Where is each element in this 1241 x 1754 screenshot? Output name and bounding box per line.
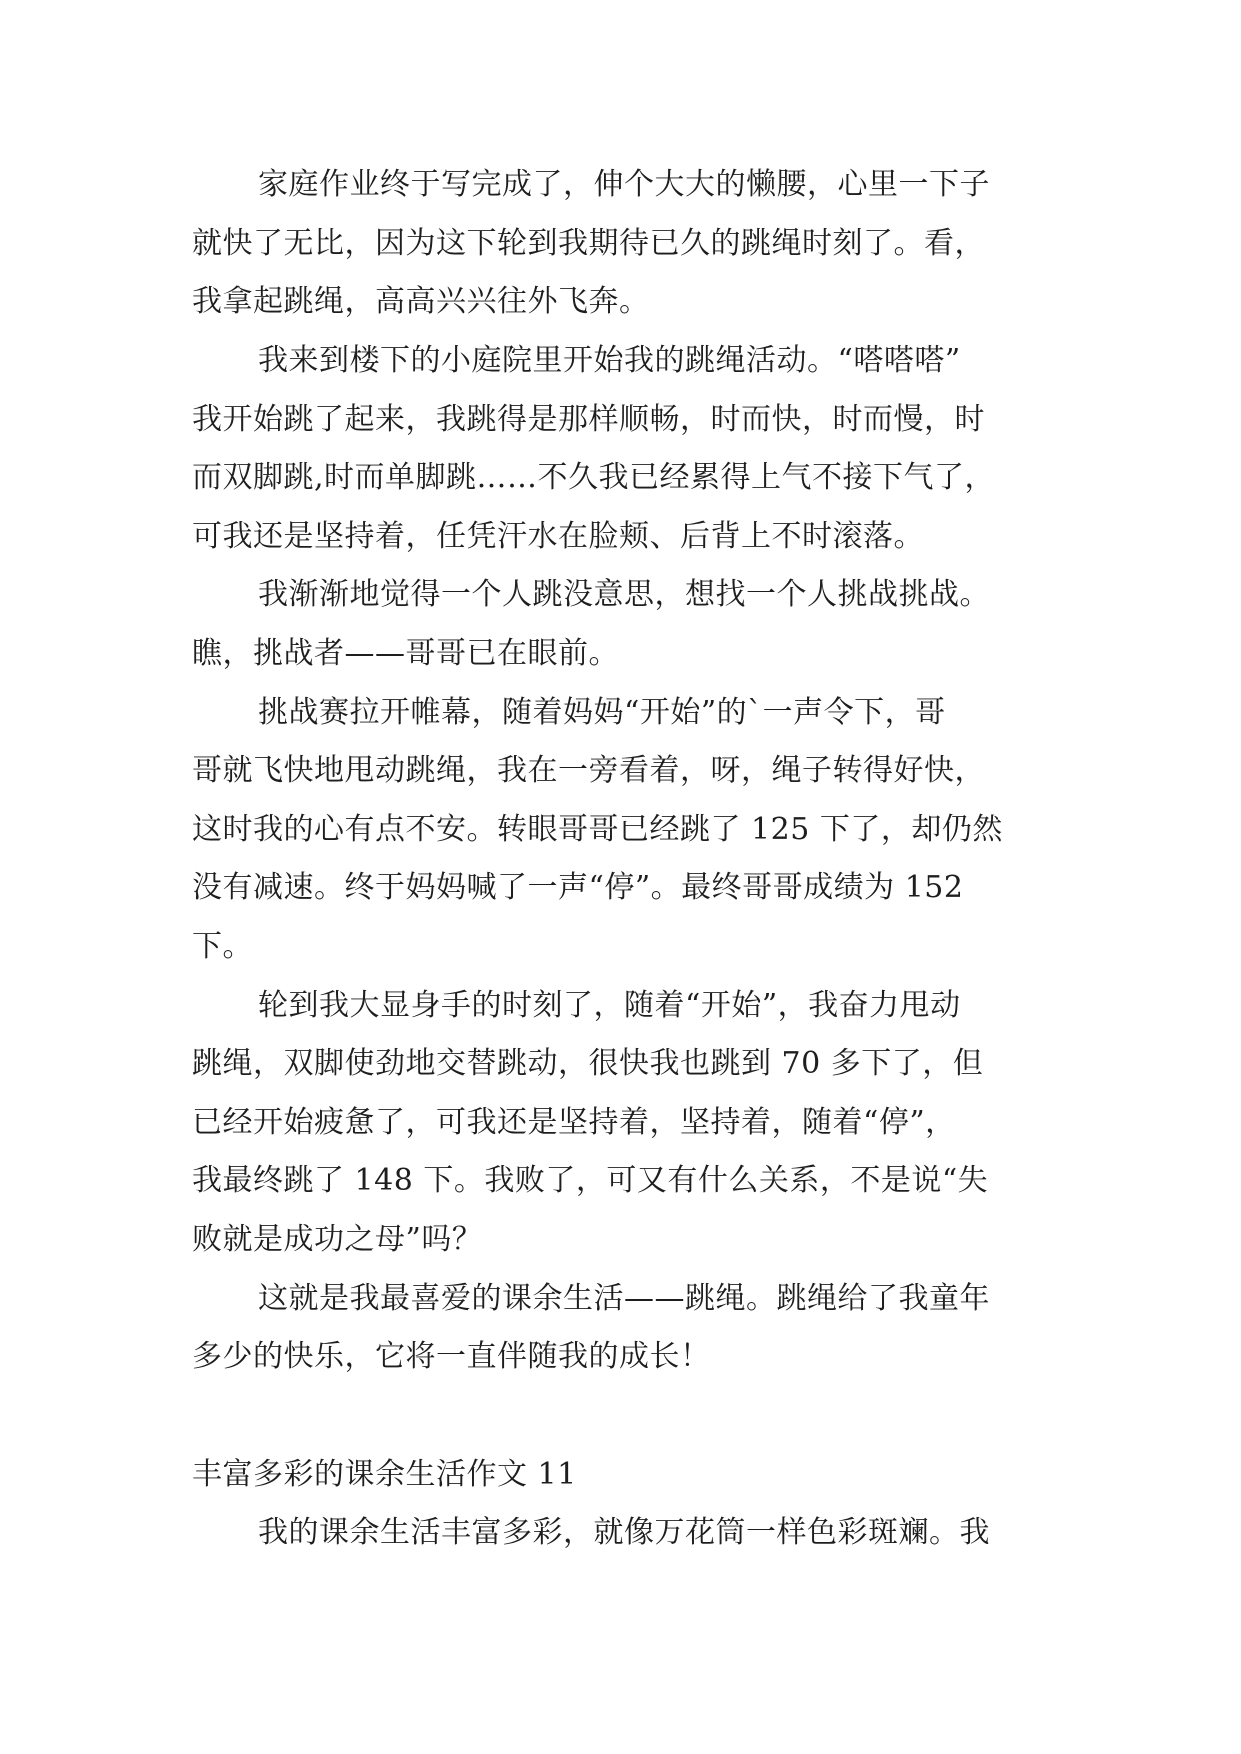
paragraph-2-line-2: 我开始跳了起来，我跳得是那样顺畅，时而快，时而慢，时 (192, 402, 985, 437)
paragraph-1-line-2: 就快了无比，因为这下轮到我期待已久的跳绳时刻了。看， (192, 226, 985, 261)
paragraph-7-line-1: 我的课余生活丰富多彩，就像万花筒一样色彩斑斓。我 (258, 1515, 990, 1550)
paragraph-2-line-3: 而双脚跳,时而单脚跳……不久我已经累得上气不接下气了， (192, 460, 996, 495)
paragraph-6-line-2: 多少的快乐，它将一直伴随我的成长！ (192, 1339, 711, 1374)
paragraph-3-line-1: 我渐渐地觉得一个人跳没意思，想找一个人挑战挑战。 (258, 577, 990, 612)
paragraph-5-line-4: 我最终跳了 148 下。我败了，可又有什么关系，不是说“失 (192, 1163, 989, 1198)
paragraph-2-line-1: 我来到楼下的小庭院里开始我的跳绳活动。“嗒嗒嗒” (258, 343, 961, 378)
paragraph-4-line-5: 下。 (192, 929, 253, 964)
paragraph-1-line-3: 我拿起跳绳，高高兴兴往外飞奔。 (192, 284, 650, 319)
section-heading: 丰富多彩的课余生活作文 11 (192, 1457, 577, 1492)
paragraph-2-line-4: 可我还是坚持着，任凭汗水在脸颊、后背上不时滚落。 (192, 519, 924, 554)
paragraph-4-line-2: 哥就飞快地甩动跳绳，我在一旁看着，呀，绳子转得好快， (192, 753, 985, 788)
paragraph-4-line-1: 挑战赛拉开帷幕，随着妈妈“开始”的`一声令下，哥 (258, 695, 946, 730)
paragraph-6-line-1: 这就是我最喜爱的课余生活——跳绳。跳绳给了我童年 (258, 1281, 990, 1316)
paragraph-5-line-3: 已经开始疲惫了，可我还是坚持着，坚持着，随着“停”， (192, 1105, 956, 1140)
paragraph-5-line-1: 轮到我大显身手的时刻了，随着“开始”，我奋力甩动 (258, 988, 961, 1023)
paragraph-5-line-2: 跳绳，双脚使劲地交替跳动，很快我也跳到 70 多下了，但 (192, 1046, 984, 1081)
paragraph-3-line-2: 瞧，挑战者——哥哥已在眼前。 (192, 636, 619, 671)
paragraph-5-line-5: 败就是成功之母”吗？ (192, 1222, 483, 1257)
paragraph-4-line-3: 这时我的心有点不安。转眼哥哥已经跳了 125 下了，却仍然 (192, 812, 1003, 847)
paragraph-4-line-4: 没有减速。终于妈妈喊了一声“停”。最终哥哥成绩为 152 (192, 870, 964, 905)
paragraph-1-line-1: 家庭作业终于写完成了，伸个大大的懒腰，心里一下子 (258, 167, 990, 202)
